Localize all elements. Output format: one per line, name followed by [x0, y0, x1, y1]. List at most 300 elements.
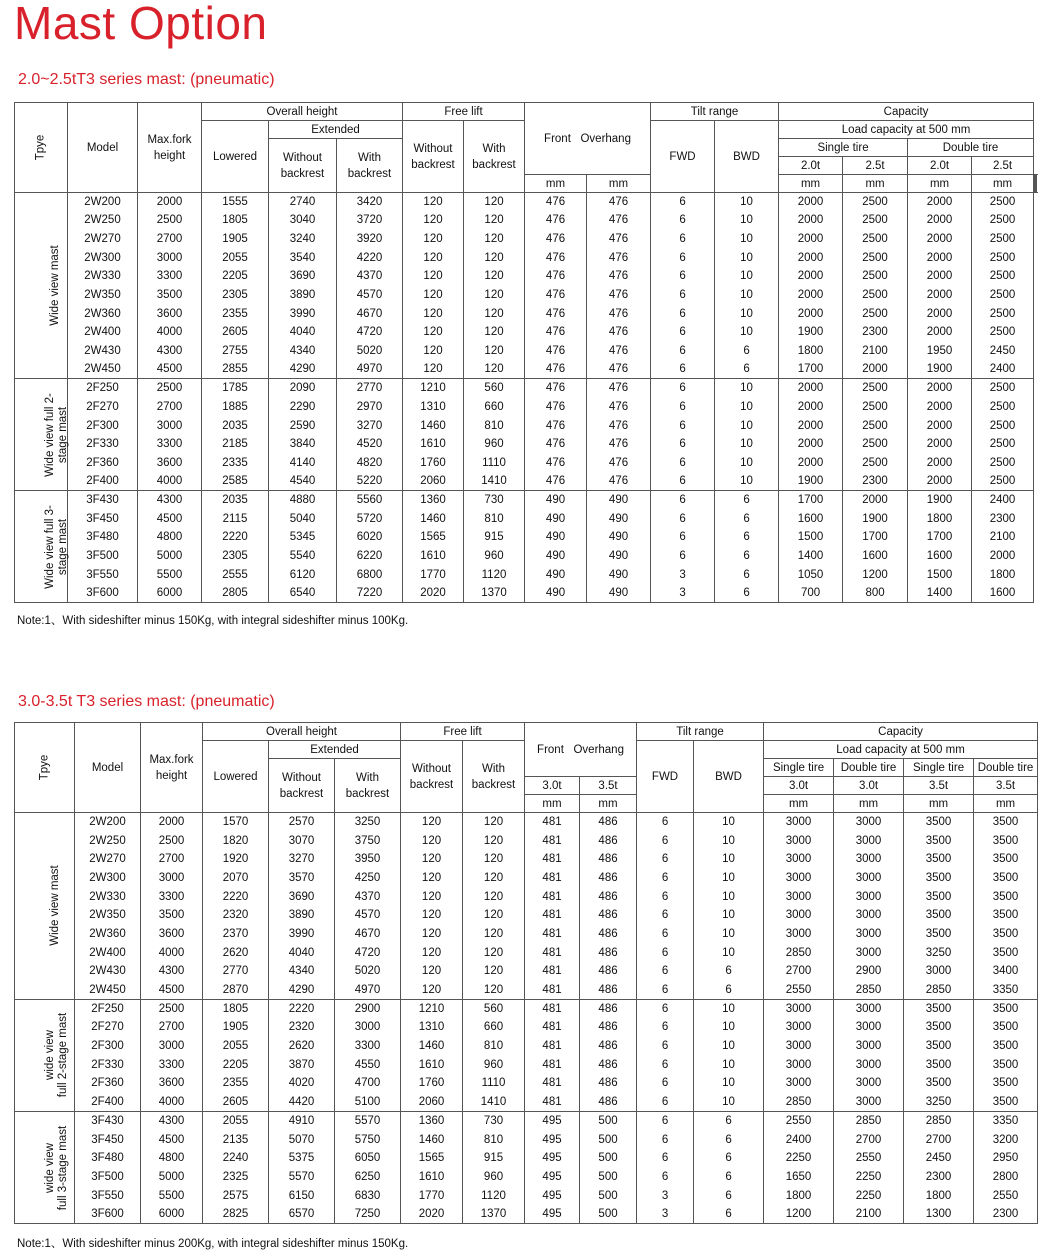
- table-cell: 1500: [779, 528, 843, 547]
- group-label: Wide view full 3- stage mast: [43, 504, 69, 589]
- table-cell: 120: [401, 962, 463, 981]
- table-cell: 3250: [335, 813, 401, 832]
- table-row: [15, 999, 1038, 1018]
- table-cell: 120: [403, 323, 464, 342]
- header-extended-with-backrest: With backrest: [335, 759, 401, 813]
- table-row: [15, 1205, 1038, 1224]
- table-cell: 3690: [269, 887, 335, 906]
- table-cell: 2000: [908, 416, 972, 435]
- table-cell: 6: [637, 1074, 694, 1093]
- table-cell: 3500: [974, 850, 1038, 869]
- table-cell: 2900: [834, 962, 904, 981]
- table-cell: 476: [587, 248, 651, 267]
- table-row: [15, 565, 1037, 584]
- table-row: [15, 286, 1037, 305]
- table-cell: 4970: [337, 360, 403, 379]
- table-row: [15, 1018, 1038, 1037]
- table-cell: 2500: [843, 398, 908, 417]
- table-cell: 3270: [269, 850, 335, 869]
- table-cell: 2F270: [75, 1018, 141, 1037]
- table-cell: 486: [580, 831, 637, 850]
- table-cell: 3500: [974, 869, 1038, 888]
- note-3t: Note:1、With sideshifter minus 200Kg, with integral sideshifter minus 150Kg.: [17, 1238, 409, 1250]
- table-cell: 6020: [337, 528, 403, 547]
- table-cell: 6: [651, 435, 715, 454]
- table-cell: 495: [525, 1205, 580, 1224]
- table-row: [15, 435, 1037, 454]
- table-cell: 3350: [974, 1112, 1038, 1131]
- table-cell: 6: [694, 1205, 764, 1224]
- table-cell: 800: [843, 584, 908, 603]
- table-cell: 6: [715, 360, 779, 379]
- table-cell: 2W330: [75, 887, 141, 906]
- table-cell: 6120: [269, 565, 337, 584]
- table-cell: 2000: [908, 398, 972, 417]
- table-cell: 6: [651, 360, 715, 379]
- table-cell: 4250: [335, 869, 401, 888]
- table-cell: 2000: [779, 211, 843, 230]
- table-cell: 3500: [904, 887, 974, 906]
- table-cell: 2850: [904, 981, 974, 1000]
- table-cell: 4040: [269, 323, 337, 342]
- table-cell: 2205: [202, 267, 269, 286]
- table-cell: 3990: [269, 925, 335, 944]
- table-cell: 2500: [843, 304, 908, 323]
- table-cell: 486: [580, 906, 637, 925]
- table-cell: 6: [651, 193, 715, 212]
- table-cell: 2000: [908, 304, 972, 323]
- table-cell: 6: [651, 416, 715, 435]
- table-cell: 4140: [269, 453, 337, 472]
- header-cap-double-tire-1: Double tire: [834, 759, 904, 777]
- table-cell: 6: [715, 528, 779, 547]
- table-cell: 730: [464, 491, 525, 510]
- table-cell: 5020: [335, 962, 401, 981]
- header-cap-sub-2: 2.0t: [908, 157, 972, 175]
- table-cell: 3F430: [68, 491, 138, 510]
- header-free-lift-with-backrest: With backrest: [463, 741, 525, 813]
- table-cell: 2000: [779, 416, 843, 435]
- table-cell: 3000: [904, 962, 974, 981]
- table-cell: 2620: [269, 1037, 335, 1056]
- table-cell: 6: [637, 1112, 694, 1131]
- table-cell: 10: [715, 286, 779, 305]
- table-cell: 2300: [843, 323, 908, 342]
- table-cell: 476: [525, 360, 587, 379]
- table-cell: 120: [464, 230, 525, 249]
- table-cell: 2F400: [75, 1093, 141, 1112]
- table-cell: 2400: [764, 1130, 834, 1149]
- table-cell: 4300: [138, 491, 202, 510]
- table-cell: 1610: [403, 547, 464, 566]
- table-cell: 120: [463, 962, 525, 981]
- table-cell: 2000: [779, 398, 843, 417]
- table-cell: 4000: [138, 323, 202, 342]
- header-cap-double-tire: Double tire: [908, 139, 1034, 157]
- table-cell: 490: [525, 565, 587, 584]
- table-cell: 2250: [834, 1168, 904, 1187]
- table-cell: 120: [464, 267, 525, 286]
- table-cell: 120: [403, 211, 464, 230]
- table-cell: 10: [694, 906, 764, 925]
- table-cell: 2W330: [68, 267, 138, 286]
- table-cell: 915: [463, 1149, 525, 1168]
- table-cell: 3000: [764, 1037, 834, 1056]
- table-cell: 3000: [834, 1055, 904, 1074]
- table-cell: 2290: [269, 398, 337, 417]
- table-cell: 3000: [141, 1037, 203, 1056]
- table-cell: 6: [651, 453, 715, 472]
- table-cell: 500: [580, 1205, 637, 1224]
- table-cell: 2500: [843, 453, 908, 472]
- table-cell: 2220: [203, 887, 269, 906]
- header-model: Model: [75, 723, 141, 813]
- table-cell: 3920: [337, 230, 403, 249]
- group-label: Wide view mast: [48, 865, 61, 947]
- table-cell: 1210: [403, 379, 464, 398]
- table-cell: 2250: [764, 1149, 834, 1168]
- table-cell: 3870: [269, 1055, 335, 1074]
- table-cell: 2W450: [68, 360, 138, 379]
- table-cell: 5560: [337, 491, 403, 510]
- table-cell: 6: [651, 230, 715, 249]
- table-cell: 6: [651, 267, 715, 286]
- header-overall-height: Overall height: [202, 103, 403, 121]
- table-cell: 481: [525, 850, 580, 869]
- table-cell: 4500: [141, 1130, 203, 1149]
- table-cell: 10: [694, 1055, 764, 1074]
- table-cell: 476: [587, 304, 651, 323]
- table-cell: 1610: [401, 1168, 463, 1187]
- table-cell: 2550: [974, 1186, 1038, 1205]
- table-cell: 10: [715, 267, 779, 286]
- table-cell: 120: [464, 342, 525, 361]
- table-cell: 2500: [141, 831, 203, 850]
- table-cell: 6: [651, 398, 715, 417]
- table-cell: 3F550: [68, 565, 138, 584]
- table-cell: 2850: [764, 1093, 834, 1112]
- table-cell: 6000: [141, 1205, 203, 1224]
- table-cell: 4700: [335, 1074, 401, 1093]
- table-cell: 476: [587, 379, 651, 398]
- table-cell: 1460: [403, 416, 464, 435]
- table-cell: 1210: [401, 999, 463, 1018]
- unit-cell: mm: [525, 795, 580, 813]
- table-cell: 1600: [779, 509, 843, 528]
- table-cell: 2000: [779, 193, 843, 212]
- table-cell: 2550: [764, 981, 834, 1000]
- table-cell: 3600: [138, 304, 202, 323]
- table-cell: 7220: [337, 584, 403, 603]
- table-cell: 3: [637, 1186, 694, 1205]
- table-cell: 1760: [403, 453, 464, 472]
- header-lowered: Lowered: [203, 741, 269, 813]
- table-cell: 3F480: [75, 1149, 141, 1168]
- table-cell: 3500: [904, 1055, 974, 1074]
- table-cell: 10: [715, 248, 779, 267]
- group-label-cell: [15, 1112, 75, 1224]
- table-cell: 4020: [269, 1074, 335, 1093]
- table-cell: 1905: [202, 230, 269, 249]
- table-cell: 4800: [138, 528, 202, 547]
- table-cell: 3500: [904, 869, 974, 888]
- table-cell: 1805: [202, 211, 269, 230]
- table-cell: 2F330: [75, 1055, 141, 1074]
- table-cell: 490: [587, 584, 651, 603]
- table-cell: 6150: [269, 1186, 335, 1205]
- table-cell: 1805: [203, 999, 269, 1018]
- table-cell: 120: [401, 906, 463, 925]
- table-cell: 2W200: [68, 193, 138, 212]
- table-cell: 2605: [203, 1093, 269, 1112]
- table-cell: 4420: [269, 1093, 335, 1112]
- table-cell: 1460: [401, 1130, 463, 1149]
- table-cell: 120: [403, 342, 464, 361]
- header-cap-sub-0: 3.0t: [764, 777, 834, 795]
- table-cell: 3240: [269, 230, 337, 249]
- header-load-capacity: Load capacity at 500 mm: [779, 121, 1034, 139]
- table-cell: 120: [403, 286, 464, 305]
- table-cell: 490: [587, 547, 651, 566]
- table-cell: 4570: [337, 286, 403, 305]
- table-row: [15, 1112, 1038, 1131]
- table-cell: 486: [580, 925, 637, 944]
- table-cell: 5000: [138, 547, 202, 566]
- table-cell: 2620: [203, 943, 269, 962]
- table-cell: 120: [463, 887, 525, 906]
- table-cell: 486: [580, 981, 637, 1000]
- table-cell: 3500: [138, 286, 202, 305]
- table-cell: 1120: [464, 565, 525, 584]
- header-extended-without-backrest: Without backrest: [269, 759, 335, 813]
- table-cell: 6: [637, 1093, 694, 1112]
- table-cell: 3950: [335, 850, 401, 869]
- table-cell: 6220: [337, 547, 403, 566]
- table-cell: 1800: [779, 342, 843, 361]
- table-cell: 2F360: [75, 1074, 141, 1093]
- table-cell: 6: [637, 813, 694, 832]
- table-cell: 3500: [904, 925, 974, 944]
- table-cell: 476: [525, 323, 587, 342]
- header-type: [15, 103, 68, 193]
- header-capacity: Capacity: [779, 103, 1034, 121]
- table-row: [15, 1130, 1038, 1149]
- table-cell: 4290: [269, 981, 335, 1000]
- table-cell: 2300: [904, 1168, 974, 1187]
- table-cell: 3F500: [75, 1168, 141, 1187]
- table-cell: 120: [463, 831, 525, 850]
- table-cell: 4290: [269, 360, 337, 379]
- table-cell: 2F300: [68, 416, 138, 435]
- table-cell: 120: [463, 813, 525, 832]
- unit-cell: mm: [972, 175, 1034, 193]
- header-bwd: BWD: [694, 741, 764, 813]
- table-cell: 120: [463, 981, 525, 1000]
- table-cell: 476: [525, 304, 587, 323]
- table-cell: 10: [715, 379, 779, 398]
- table-cell: 2W350: [75, 906, 141, 925]
- table-cell: 960: [464, 547, 525, 566]
- table-cell: 2100: [972, 528, 1034, 547]
- header-load-capacity: Load capacity at 500 mm: [764, 741, 1038, 759]
- table-cell: 3500: [974, 1074, 1038, 1093]
- table-cell: 476: [587, 323, 651, 342]
- table-cell: 6: [651, 323, 715, 342]
- header-tilt-range: Tilt range: [637, 723, 764, 741]
- table-cell: 481: [525, 1074, 580, 1093]
- unit-cell: mm: [764, 795, 834, 813]
- table-cell: 6: [651, 248, 715, 267]
- table-cell: 6250: [335, 1168, 401, 1187]
- table-cell: 3350: [974, 981, 1038, 1000]
- table-cell: 660: [464, 398, 525, 417]
- table-cell: 486: [580, 962, 637, 981]
- unit-cell: mm: [587, 175, 651, 193]
- table-cell: 560: [464, 379, 525, 398]
- table-row: [15, 831, 1038, 850]
- table-cell: 2305: [202, 547, 269, 566]
- table-cell: 5500: [138, 565, 202, 584]
- table-cell: 6: [637, 925, 694, 944]
- header-cap-single-tire-2: Single tire: [904, 759, 974, 777]
- table-cell: 4550: [335, 1055, 401, 1074]
- table-cell: 120: [401, 981, 463, 1000]
- table-cell: 120: [401, 925, 463, 944]
- table-cell: 2700: [764, 962, 834, 981]
- table-cell: 2500: [972, 398, 1034, 417]
- table-cell: 3500: [974, 1037, 1038, 1056]
- table-cell: 6: [637, 831, 694, 850]
- table-cell: 1050: [779, 565, 843, 584]
- table-cell: 1700: [843, 528, 908, 547]
- table-cell: 2850: [764, 943, 834, 962]
- header-type-label: Tpye: [37, 754, 50, 781]
- table-cell: 560: [463, 999, 525, 1018]
- table-cell: 481: [525, 813, 580, 832]
- table-cell: 3500: [904, 906, 974, 925]
- table-cell: 2F250: [68, 379, 138, 398]
- table-cell: 2250: [834, 1186, 904, 1205]
- table-cell: 486: [580, 1018, 637, 1037]
- table-cell: 476: [587, 416, 651, 435]
- table-cell: 6: [694, 1168, 764, 1187]
- unit-cell: mm: [580, 795, 637, 813]
- table-cell: 3500: [974, 1093, 1038, 1112]
- header-overall-height: Overall height: [203, 723, 401, 741]
- header-front-overhang: Front Overhang: [525, 103, 651, 175]
- table-cell: 3200: [974, 1130, 1038, 1149]
- table-cell: 10: [715, 230, 779, 249]
- table-cell: 476: [587, 342, 651, 361]
- table-cell: 476: [587, 435, 651, 454]
- table-cell: 5720: [337, 509, 403, 528]
- table-cell: 6830: [335, 1186, 401, 1205]
- table-cell: 2000: [908, 472, 972, 491]
- table-cell: 490: [525, 509, 587, 528]
- table-cell: 1310: [401, 1018, 463, 1037]
- table-cell: 120: [401, 850, 463, 869]
- table-cell: 3270: [337, 416, 403, 435]
- table-cell: 2000: [141, 813, 203, 832]
- section-title-2t: 2.0~2.5tT3 series mast: (pneumatic): [18, 71, 275, 88]
- table-cell: 476: [587, 193, 651, 212]
- table-cell: 4910: [269, 1112, 335, 1131]
- table-cell: 3990: [269, 304, 337, 323]
- table-cell: 2020: [401, 1205, 463, 1224]
- table-cell: 2F250: [75, 999, 141, 1018]
- table-cell: 1800: [904, 1186, 974, 1205]
- table-cell: 10: [694, 1037, 764, 1056]
- table-cell: 120: [463, 869, 525, 888]
- table-cell: 2500: [972, 230, 1034, 249]
- table-cell: 4500: [138, 509, 202, 528]
- table-cell: 2370: [203, 925, 269, 944]
- table-cell: 3500: [904, 999, 974, 1018]
- table-cell: 10: [694, 1074, 764, 1093]
- table-cell: 3000: [764, 1018, 834, 1037]
- table-cell: 10: [694, 869, 764, 888]
- table-cell: 3000: [764, 850, 834, 869]
- header-free-lift-without-backrest: Without backrest: [401, 741, 463, 813]
- table-cell: 2500: [843, 230, 908, 249]
- table-cell: 6: [694, 962, 764, 981]
- table-cell: 2220: [269, 999, 335, 1018]
- table-cell: 490: [587, 491, 651, 510]
- table-cell: 10: [694, 813, 764, 832]
- table-cell: 495: [525, 1112, 580, 1131]
- table-cell: 10: [694, 887, 764, 906]
- table-cell: 3500: [974, 1018, 1038, 1037]
- table-cell: 1200: [843, 565, 908, 584]
- table-cell: 1770: [401, 1186, 463, 1205]
- table-cell: 486: [580, 850, 637, 869]
- table-cell: 481: [525, 999, 580, 1018]
- unit-cell: mm: [974, 795, 1038, 813]
- table-cell: 2115: [202, 509, 269, 528]
- table-cell: 2205: [203, 1055, 269, 1074]
- table-cell: 5570: [335, 1112, 401, 1131]
- table-cell: 4340: [269, 342, 337, 361]
- table-cell: 2500: [972, 267, 1034, 286]
- table-cell: 481: [525, 943, 580, 962]
- table-cell: 3000: [764, 925, 834, 944]
- table-cell: 1570: [203, 813, 269, 832]
- table-cell: 10: [715, 472, 779, 491]
- table-cell: 3600: [141, 1074, 203, 1093]
- group-label: wide view full 2-stage mast: [44, 1013, 70, 1098]
- table-cell: 1650: [764, 1168, 834, 1187]
- table-cell: 2320: [269, 1018, 335, 1037]
- header-cap-single-tire: Single tire: [779, 139, 908, 157]
- table-cell: 2300: [972, 509, 1034, 528]
- unit-cell: mm: [904, 795, 974, 813]
- table-cell: 3000: [764, 831, 834, 850]
- table-cell: 481: [525, 1018, 580, 1037]
- table-cell: 2W300: [75, 869, 141, 888]
- table-cell: 2700: [141, 1018, 203, 1037]
- table-cell: 490: [525, 528, 587, 547]
- table-cell: 810: [463, 1037, 525, 1056]
- table-cell: 5375: [269, 1149, 335, 1168]
- table-cell: 120: [464, 323, 525, 342]
- table-cell: 3000: [834, 999, 904, 1018]
- table-cell: 3250: [904, 1093, 974, 1112]
- table-cell: 490: [587, 528, 651, 547]
- table-cell: 120: [401, 813, 463, 832]
- table-cell: 10: [715, 211, 779, 230]
- table-row: [15, 248, 1037, 267]
- table-cell: 10: [715, 416, 779, 435]
